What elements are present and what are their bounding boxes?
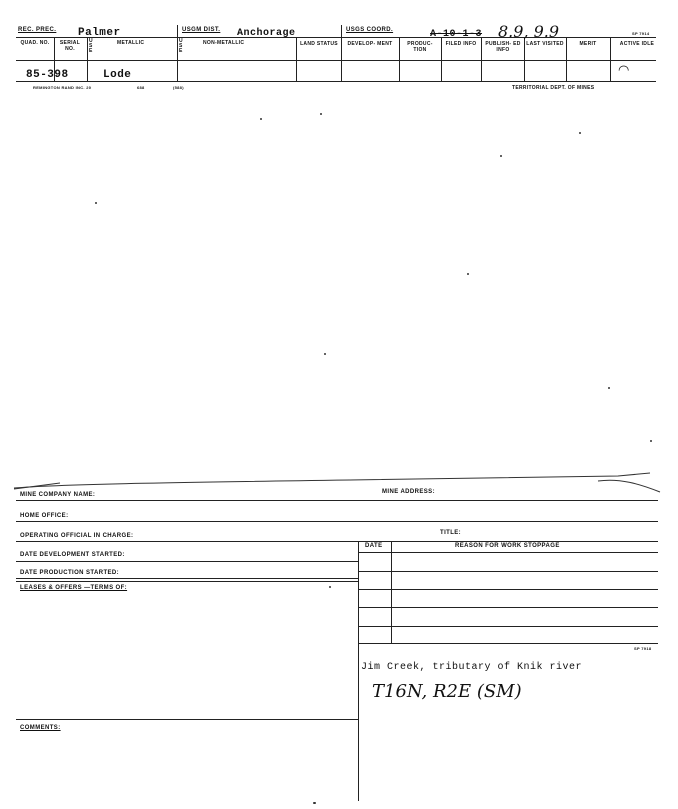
divider [610,37,611,81]
form-number-bottom: SP 7918 [634,646,652,651]
header-row-line [16,60,656,61]
rule [16,581,359,582]
title-label: TITLE: [440,530,462,536]
location-handwritten: T16N, R2E (SM) [372,681,522,702]
mine-company-name-label: MINE COMPANY NAME: [20,492,96,498]
divider [399,37,400,81]
active-idle-mark: ◠ [618,63,630,78]
usgs-coord-handwritten: 8.9, 9.9 [498,22,560,41]
col-published-info: PUBLISH- ED INFO [485,41,521,53]
home-office-label: HOME OFFICE: [20,513,69,519]
col-land-status: LAND STATUS [300,41,338,47]
col-quad-no: QUAD. NO. [20,40,50,46]
rule [16,521,658,522]
rule [16,561,359,562]
speck [313,802,316,804]
col-last-visited: LAST VISITED [526,41,564,47]
mine-address-label: MINE ADDRESS: [382,489,435,495]
col-serial-no: SERIAL NO. [59,40,81,52]
divider [177,25,178,81]
speck [467,273,469,275]
location-typed: Jim Creek, tributary of Knik river [361,662,583,673]
rule [16,500,658,501]
divider [341,25,342,81]
quad-serial-value: 85-398 [26,69,69,81]
leases-offers-label: LEASES & OFFERS —TERMS OF: [20,585,128,591]
speck [320,113,322,115]
speck [260,118,262,120]
divider [566,37,567,81]
divider [481,37,482,81]
rule [358,571,658,572]
col-merit: MERIT [579,41,597,47]
speck [579,132,581,134]
usgs-dist-value: Anchorage [237,28,296,39]
divider [524,37,525,81]
card-edge [0,440,678,500]
date-col-label: DATE [365,543,383,549]
rule [358,589,658,590]
reason-col-label: REASON FOR WORK STOPPAGE [455,543,560,549]
speck [608,387,610,389]
col-metallic: METALLIC [117,40,145,46]
divider [87,37,88,81]
date-production-label: DATE PRODUCTION STARTED: [20,570,120,576]
rec-prec-label: REC. PREC. [18,27,57,33]
col-production: PRODUC- TION [407,41,433,53]
comments-label: COMMENTS: [20,725,61,731]
usgs-coord-label: USGS COORD. [346,27,394,33]
printer-footer-mid2: (588) [173,85,184,90]
divider [358,541,359,801]
operating-official-label: OPERATING OFFICIAL IN CHARGE: [20,533,134,539]
divider [296,37,297,81]
metallic-value: Lode [103,69,132,81]
col-filed-info: FILED INFO [445,41,477,47]
printer-footer-left: REMINGTON RAND INC. 20 [33,85,92,90]
divider [441,37,442,81]
form-number-top: SP 7914 [632,31,650,36]
col-active-idle: ACTIVE IDLE [619,41,655,47]
rule [16,719,359,720]
speck [95,202,97,204]
rule [16,578,359,579]
date-development-label: DATE DEVELOPMENT STARTED: [20,552,125,558]
col-use-nonmetallic-letters: U S E [179,38,183,54]
col-use-metallic-letters: U S E [89,38,93,54]
rule [358,643,658,644]
col-development: DEVELOP- MENT [347,41,393,47]
rule [358,607,658,608]
printer-footer-mid1: 688 [137,85,145,90]
col-non-metallic: NON-METALLIC [203,40,245,46]
divider [391,541,392,643]
speck [324,353,326,355]
speck [500,155,502,157]
usgs-dist-label: USGM DIST. [182,27,221,33]
header-bottom-line [16,81,656,82]
rule [358,626,658,627]
printer-footer-right: TERRITORIAL DEPT. OF MINES [512,85,595,91]
rule [16,541,658,542]
usgs-coord-struck: A-10-1-3 [430,29,483,40]
speck [329,586,331,588]
rec-prec-value: Palmer [78,27,121,39]
rule [358,552,658,553]
